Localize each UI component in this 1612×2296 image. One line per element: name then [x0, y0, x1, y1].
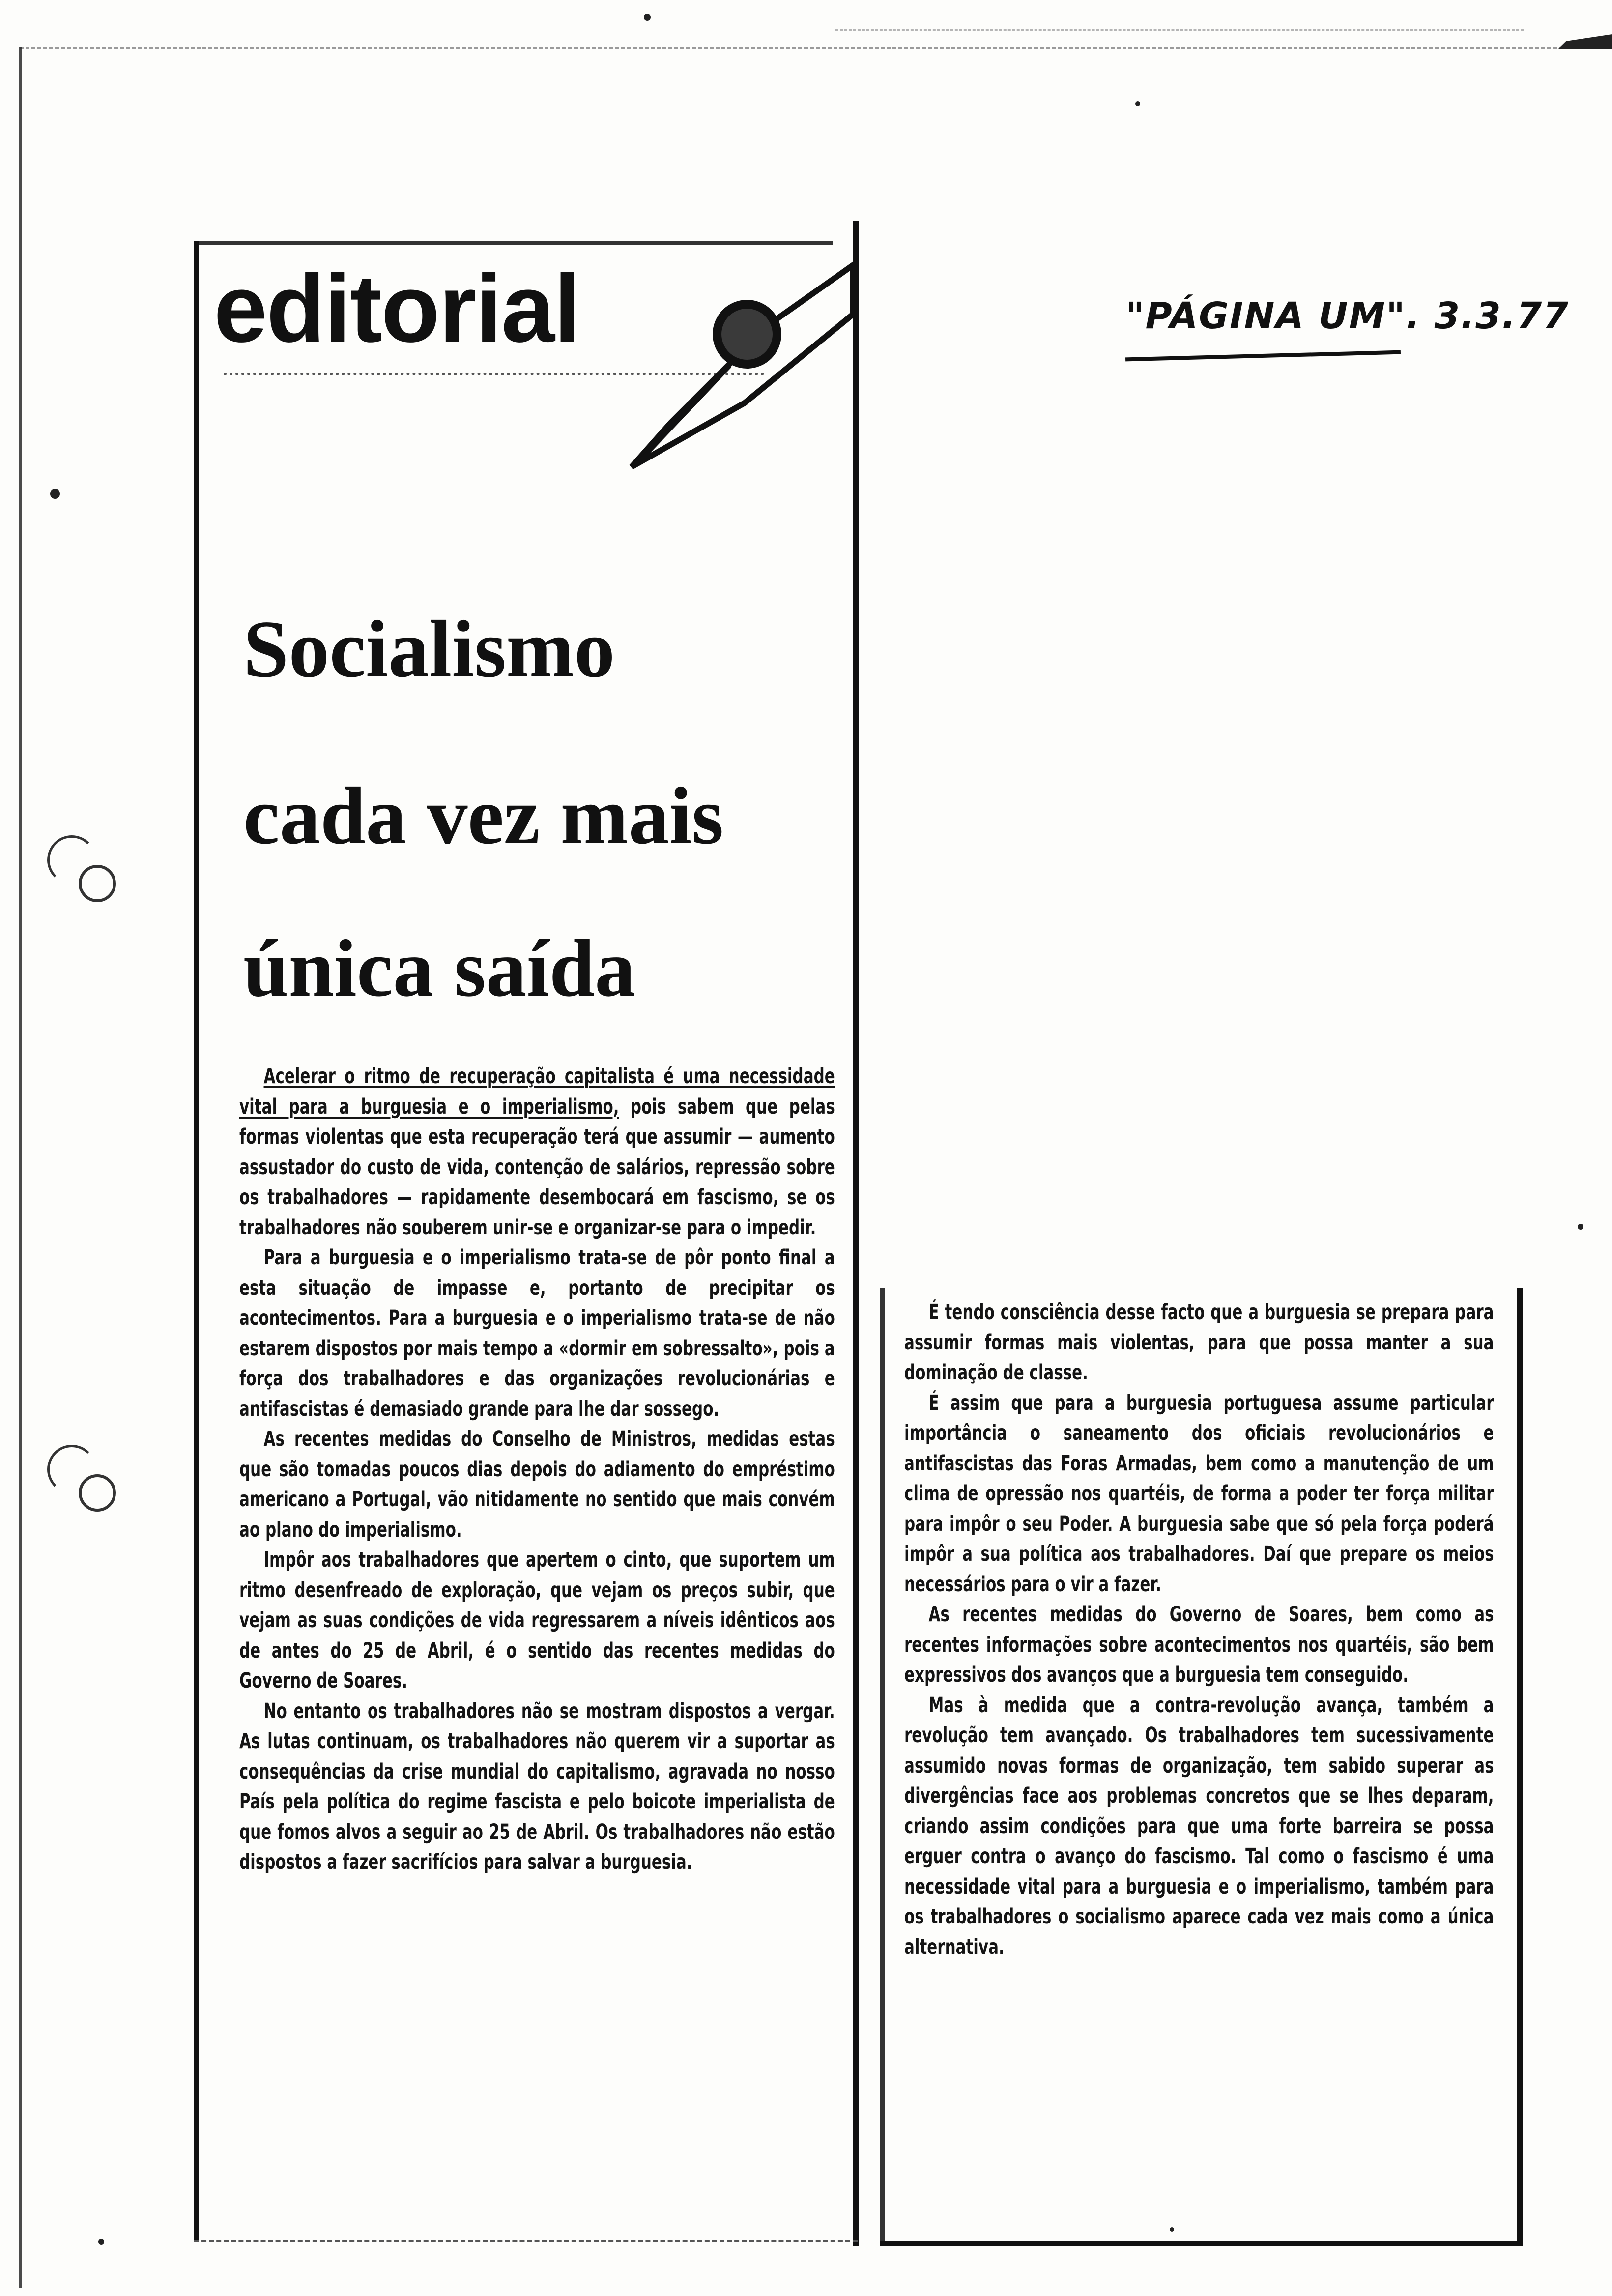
- paragraph: [239, 1062, 835, 1243]
- clipping-border-right: [1517, 1288, 1523, 2246]
- speck: [1578, 1224, 1583, 1230]
- paragraph: Impôr aos trabalhadores que apertem o cinto, que suportem um ritmo desenfreado de exploração, que vejam os preços subir, que vejam as suas condições de vida regressarem a níveis idênticos aos de antes do 25 de Abril, é o sentido das recentes medidas do Governo de Soares.: [239, 1548, 835, 1693]
- scan-edge-top: [20, 47, 1592, 49]
- handwritten-annotation: "PÁGINA UM". 3.3.77: [1125, 295, 1569, 337]
- scan-edge-left: [19, 47, 22, 2288]
- paragraph: É tendo consciência desse facto que a burguesia se prepara para assumir formas mais violentas, para que possa manter a sua dominação de classe.: [904, 1300, 1494, 1385]
- clipping-border-left: [194, 241, 199, 2241]
- article-body-right: [904, 1297, 1494, 1962]
- paragraph: No entanto os trabalhadores não se mostram dispostos a vergar. As lutas continuam, os trabalhadores não querem vir a suportar as consequências da crise mundial do capitalismo, agravada no nosso País pela política do regime fascista e pelo boicote imperialista de que fomos alvos a seguir ao 25 de Abril. Os trabalhadores não estão dispostos a fazer sacrifícios para salvar a burguesia.: [239, 1698, 835, 1874]
- clipping-right-column: [880, 1288, 1533, 2251]
- clipping-border-bottom: [880, 2241, 1523, 2246]
- headline-line-1: Socialismo: [243, 603, 615, 694]
- paragraph: É assim que para a burguesia portuguesa assume particular importância o saneamento dos oficiais revolucionários e antifascistas das Foras Armadas, bem como a manutenção de um clima de opressão nos quartéis, de forma a poder ter força militar para impôr o seu Poder. A burguesia sabe que só pela força poderá impôr a sua política aos trabalhadores. Daí que prepare os meios necessários para o vir a fazer.: [904, 1390, 1494, 1597]
- speck: [1135, 101, 1140, 106]
- headline-line-2: cada vez mais: [243, 771, 724, 861]
- clipping-left-column: [194, 221, 863, 2251]
- speck: [644, 14, 651, 21]
- masthead-title: editorial: [214, 255, 580, 362]
- binder-hole: [79, 1474, 116, 1512]
- speck: [50, 489, 60, 499]
- clipping-border-left: [880, 1288, 885, 2246]
- scan-corner-mark: [1558, 29, 1612, 49]
- underlined-lead: Acelerar o ritmo de recuperação capitalista é uma necessidade vital para a burguesia e o imperialismo,: [239, 1064, 835, 1119]
- annotation-underline: [1125, 350, 1401, 362]
- clipping-border-top: [194, 241, 833, 245]
- paragraph: As recentes medidas do Governo de Soares, bem como as recentes informações sobre acontecimentos nos quartéis, são bem expressivos dos avanços que a burguesia tem conseguido.: [904, 1602, 1494, 1687]
- article-body-left: [239, 1062, 835, 1878]
- scan-edge-top-secondary: [835, 29, 1524, 31]
- clipping-border-bottom: [194, 2240, 858, 2242]
- binder-hole: [79, 865, 116, 902]
- fountain-pen-nib-icon: [622, 260, 858, 472]
- speck: [98, 2239, 104, 2245]
- paragraph: As recentes medidas do Conselho de Ministros, medidas estas que são tomadas poucos dias depois do adiamento do empréstimo americano a Portugal, vão nitidamente no sentido que mais convém ao plano do imperialismo.: [239, 1427, 835, 1542]
- paragraph-text: pois sabem que pelas formas violentas que esta recuperação terá que assumir — aumento assustador do custo de vida, contenção de salários, repressão sobre os trabalhadores — rapidamente desembocará em fascismo, se os trabalhadores não souberem unir-se e organizar-se para o impedir.: [239, 1094, 835, 1240]
- headline-line-3: única saída: [243, 923, 635, 1013]
- clipping-border-right: [853, 221, 859, 2246]
- paragraph: Mas à medida que a contra-revolução avança, também a revolução tem avançado. Os trabalhadores tem sucessivamente assumido novas formas de organização, tem sabido superar as divergências face aos problemas concretos que se lhes deparam, criando assim condições para que uma forte barreira se possa erguer contra o avanço do fascismo. Tal como o fascismo é uma necessidade vital para a burguesia e o imperialismo, também para os trabalhadores o socialismo aparece cada vez mais como a única alternativa.: [904, 1693, 1494, 1959]
- paragraph: Para a burguesia e o imperialismo trata-se de pôr ponto final a esta situação de impasse e, portanto de precipitar os acontecimentos. Para a burguesia e o imperialismo trata-se de não estarem dispostos por mais tempo a «dormir em sobressalto», pois a força dos trabalhadores e das organizações revolucionárias e antifascistas é demasiado grande para lhe dar sossego.: [239, 1245, 835, 1421]
